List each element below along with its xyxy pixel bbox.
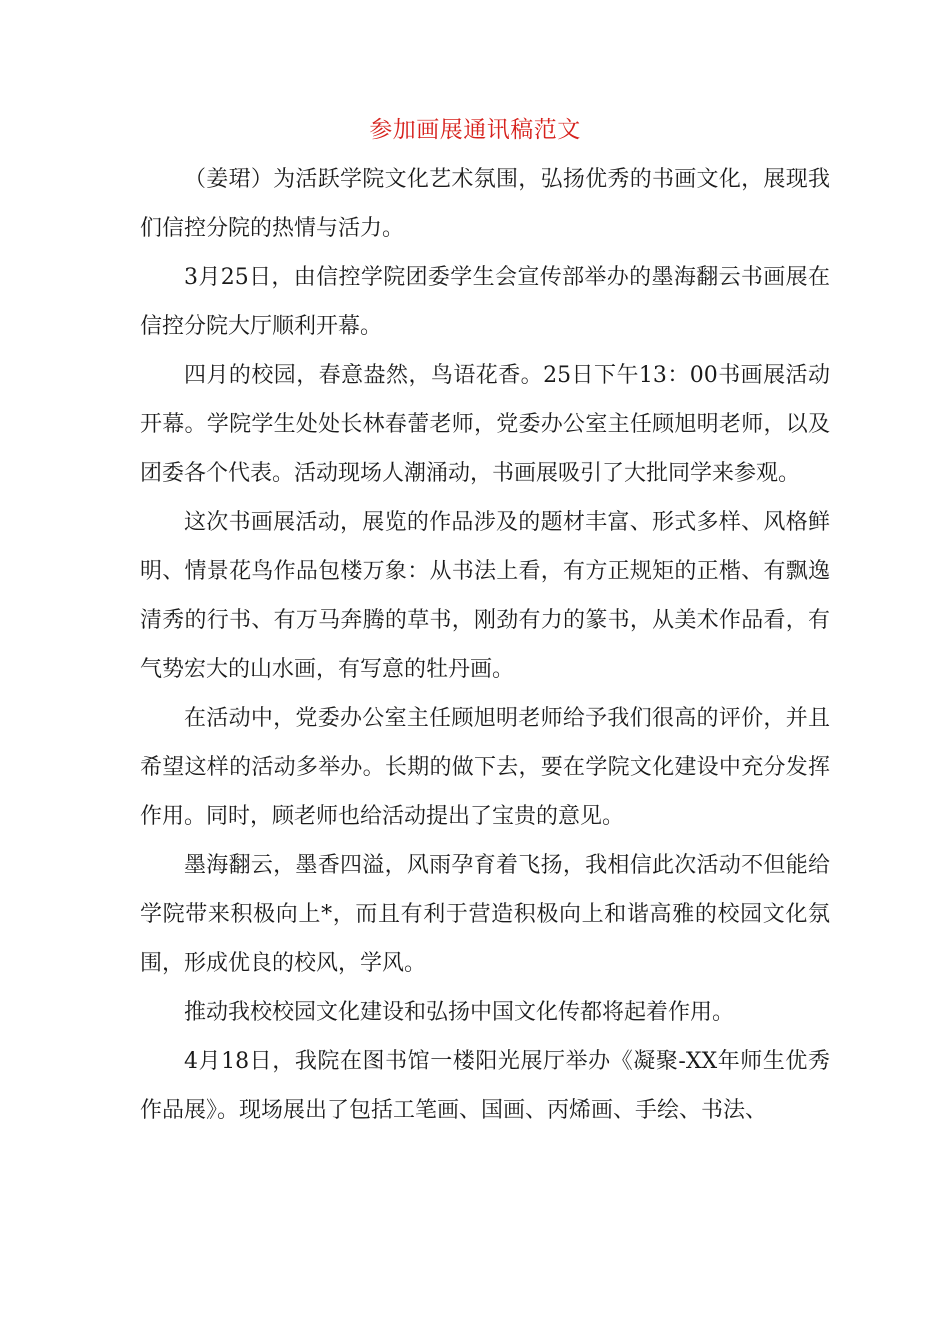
document-body [140, 155, 830, 1135]
paragraph: 这次书画展活动，展览的作品涉及的题材丰富、形式多样、风格鲜明、情景花鸟作品包楼万象：从书法上看，有方正规矩的正楷、有飘逸清秀的行书、有万马奔腾的草书，刚劲有力的篆书，从美术作品看，有气势宏大的山水画，有写意的牡丹画。 [140, 510, 830, 682]
document-title: 参加画展通讯稿范文 [369, 117, 581, 143]
paragraph: 4月18日，我院在图书馆一楼阳光展厅举办《凝聚-XX年师生优秀作品展》。现场展出了包括工笔画、国画、丙烯画、手绘、书法、 [140, 1049, 830, 1123]
paragraph: 推动我校校园文化建设和弘扬中国文化传都将起着作用。 [184, 1000, 735, 1025]
paragraph: 3月25日，由信控学院团委学生会宣传部举办的墨海翻云书画展在信控分院大厅顺利开幕。 [140, 265, 830, 339]
paragraph: 墨海翻云，墨香四溢，风雨孕育着飞扬，我相信此次活动不但能给学院带来积极向上*，而且有利于营造积极向上和谐高雅的校园文化氛围，形成优良的校风，学风。 [140, 853, 830, 976]
paragraph: （姜珺）为活跃学院文化艺术氛围，弘扬优秀的书画文化，展现我们信控分院的热情与活力。 [140, 167, 830, 241]
paragraph: 在活动中，党委办公室主任顾旭明老师给予我们很高的评价，并且希望这样的活动多举办。长期的做下去，要在学院文化建设中充分发挥作用。同时，顾老师也给活动提出了宝贵的意见。 [140, 706, 830, 829]
paragraph: 四月的校园，春意盎然，鸟语花香。25日下午13：00书画展活动开幕。学院学生处处长林春蕾老师，党委办公室主任顾旭明老师，以及团委各个代表。活动现场人潮涌动，书画展吸引了大批同学来参观。 [140, 363, 830, 486]
